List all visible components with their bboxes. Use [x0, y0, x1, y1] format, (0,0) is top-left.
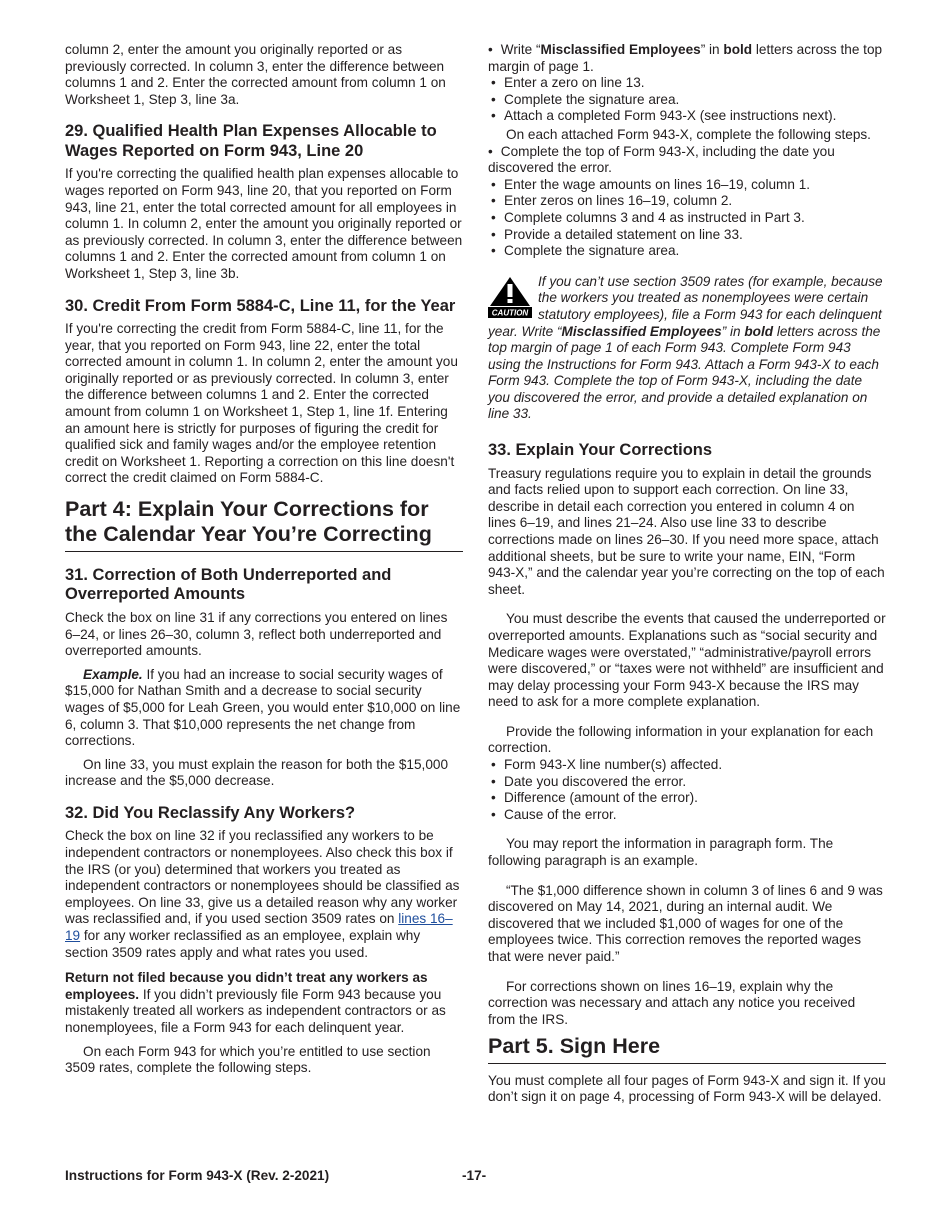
- list-item: • Complete columns 3 and 4 as instructed in Part 3.: [488, 210, 886, 227]
- list-item: • Complete the signature area.: [488, 243, 886, 260]
- section-32-body-post: for any worker reclassified as an employee, explain why section 3509 rates apply and what rates you used.: [65, 927, 421, 960]
- section-33-heading: 33. Explain Your Corrections: [488, 441, 713, 460]
- info-list: [488, 757, 886, 823]
- caution-bold-2: bold: [744, 323, 774, 339]
- section-33-p3: Provide the following information in your explanation for each correction.: [488, 723, 874, 756]
- caution-text-1: If you can’t use section 3509 rates (for example, because the workers you treated as nonemployees were certain statutory employees), file a Form 943 for each delinquent year. Write “: [488, 273, 883, 339]
- list-item: • Complete the signature area.: [488, 92, 886, 109]
- page-footer: [65, 1168, 886, 1188]
- list-item: • Date you discovered the error.: [488, 774, 886, 791]
- section-33-p2: You must describe the events that caused the underreported or overreported amounts. Explanations such as “social security and Medicare wages were overstated,” “administrative/payroll errors were discovered,” or “taxes were not withheld” are insufficient and may delay processing your Form 943-X because the IRS may need to ask for a more complete explanation.: [488, 611, 886, 710]
- caution-text-3: letters across the top margin of page 1 of each Form 943. Complete Form 943 using the Instructions for Form 943. Attach a Form 943-X to each Form 943. Complete the top of Form 943-X, including the date you discovered the error, and provide a detailed explanation on line 33.: [488, 323, 881, 422]
- section-31-body: Check the box on line 31 if any corrections you entered on lines 6–24, or lines 26–30, column 3, reflect both underreported and overreported amounts.: [65, 609, 448, 659]
- return-not-filed-paragraph: [65, 970, 463, 1036]
- part-4-heading: Part 4: Explain Your Corrections for the Calendar Year You’re Correcting: [65, 497, 463, 552]
- write-bold-2: bold: [723, 42, 753, 57]
- return-not-filed-body: If you didn’t previously file Form 943 because you mistakenly treated all workers as independent contractors or as nonemployees, file a Form 943 for each delinquent year.: [65, 986, 446, 1035]
- steps-list-2: [488, 144, 886, 260]
- write-bold-1: Misclassified Employees: [540, 42, 701, 57]
- page-number: -17-: [462, 1168, 487, 1183]
- section-32-body: [65, 828, 463, 961]
- list-item: • Form 943-X line number(s) affected.: [488, 757, 886, 774]
- lines-16-19-link[interactable]: lines 16–19: [65, 911, 453, 943]
- list-item: • Attach a completed Form 943-X (see instructions next).: [488, 108, 886, 125]
- section-33-p1: Treasury regulations require you to explain in detail the grounds and facts relied upon to support each correction. On line 33, describe in detail each correction you entered in column 4 on lines 6–19, and lines 21–24. Also use line 33 to describe corrections made on lines 26–30. If you need more space, attach additional sheets, but be sure to write your name, EIN, “Form 943-X,” and the calendar year you’re correcting on the top of each sheet.: [488, 465, 885, 597]
- caution-label: CAUTION: [491, 308, 529, 318]
- section-33-p6: For corrections shown on lines 16–19, explain why the correction was necessary and attach any notice you received from the IRS.: [488, 978, 856, 1027]
- example-paragraph: [65, 667, 463, 750]
- part-5-heading: Part 5. Sign Here: [488, 1034, 886, 1064]
- section-31-heading: 31. Correction of Both Underreported and Overreported Amounts: [65, 565, 392, 604]
- list-item: [488, 42, 886, 75]
- write-mid: ” in: [700, 42, 724, 57]
- list-item: • Difference (amount of the error).: [488, 790, 886, 807]
- steps-list-1: [488, 42, 886, 125]
- return-not-filed-label: Return not filed because you didn’t treat any workers as employees.: [65, 970, 428, 1002]
- footer-title: Instructions for Form 943-X (Rev. 2-2021): [65, 1168, 330, 1183]
- section-33-p4: You may report the information in paragraph form. The following paragraph is an example.: [488, 836, 834, 869]
- each-form-943-paragraph: On each Form 943 for which you’re entitled to use section 3509 rates, complete the following steps.: [65, 1043, 431, 1076]
- list-item: • Enter zeros on lines 16–19, column 2.: [488, 193, 886, 210]
- list-item: • Provide a detailed statement on line 33.: [488, 227, 886, 244]
- part-5-body: You must complete all four pages of Form 943-X and sign it. If you don’t sign it on page 4, processing of Form 943-X will be delayed.: [488, 1072, 886, 1105]
- intro-paragraph: column 2, enter the amount you originally reported or as previously corrected. In column 3, enter the difference between columns 1 and 2. Enter the corrected amount from column 1 on Worksheet 1, Step 3, line 3a.: [65, 42, 446, 107]
- section-29-body: If you're correcting the qualified health plan expenses allocable to wages reported on Form 943, line 20, that you reported on Form 943, line 21, enter the total corrected amount for all employees in column 1. In column 2, enter the amount you originally reported or as previously corrected. In column 3, enter the difference between columns 1 and 2. Enter the corrected amount from column 1 on Worksheet 1, Step 3, line 3b.: [65, 166, 463, 281]
- section-30-heading: 30. Credit From Form 5884-C, Line 11, for the Year: [65, 296, 456, 315]
- left-column: [65, 42, 463, 1077]
- section-30-body: If you're correcting the credit from Form 5884-C, line 11, for the year, that you reported on Form 943, line 22, enter the total corrected amount in column 1. In column 2, enter the amount you originally reported or as previously corrected. In column 3, enter the difference between columns 1 and 2. Enter the corrected amount from column 1 on Worksheet 1, Step 1, line 1f. Entering an amount here is strictly for purposes of figuring the credit for qualified sick and family wages and/or the employee retention credit on Worksheet 1. Reporting a correction on this line doesn't correct the credit claimed on Form 5884-C.: [65, 321, 458, 486]
- list-item: • Enter the wage amounts on lines 16–19, column 1.: [488, 177, 886, 194]
- right-column: [488, 42, 886, 1106]
- section-32-body-pre: Check the box on line 32 if you reclassified any workers to be independent contractors or nonemployees. Also check this box if the IRS (or you) determined that workers you treated as independent contractors or nonemployees should be classified as employees. On line 33, give us a detailed reason why any worker was reclassified and, if you used section 3509 rates on: [65, 828, 460, 927]
- attached-intro: On each attached Form 943-X, complete the following steps.: [506, 126, 871, 142]
- write-post: letters across the top margin of page 1.: [488, 42, 883, 74]
- example-label: Example.: [83, 666, 143, 682]
- line-33-note: On line 33, you must explain the reason for both the $15,000 increase and the $5,000 decrease.: [65, 756, 449, 789]
- example-body: If you had an increase to social security wages of $15,000 for Nathan Smith and a decrease to social security wages of $5,000 for Leah Green, you would enter $10,000 on line 6, column 3. That $10,000 represents the net change from corrections.: [65, 666, 461, 749]
- write-pre: Write “: [500, 42, 541, 57]
- list-item: • Complete the top of Form 943-X, including the date you discovered the error.: [488, 144, 886, 177]
- list-item: • Cause of the error.: [488, 807, 886, 824]
- caution-bold-1: Misclassified Employees: [561, 323, 722, 339]
- caution-icon: [488, 276, 532, 318]
- list-item: • Enter a zero on line 13.: [488, 75, 886, 92]
- caution-note: [488, 274, 886, 423]
- section-32-heading: 32. Did You Reclassify Any Workers?: [65, 803, 356, 822]
- section-33-p5: “The $1,000 difference shown in column 3 of lines 6 and 9 was discovered on May 14, 2021, during an internal audit. We discovered that we included $1,000 of wages for one of the employees twice. This correction removes the reported wages that were never paid.”: [488, 882, 883, 964]
- caution-text-2: ” in: [721, 323, 745, 339]
- section-29-heading: 29. Qualified Health Plan Expenses Allocable to Wages Reported on Form 943, Line 20: [65, 122, 437, 160]
